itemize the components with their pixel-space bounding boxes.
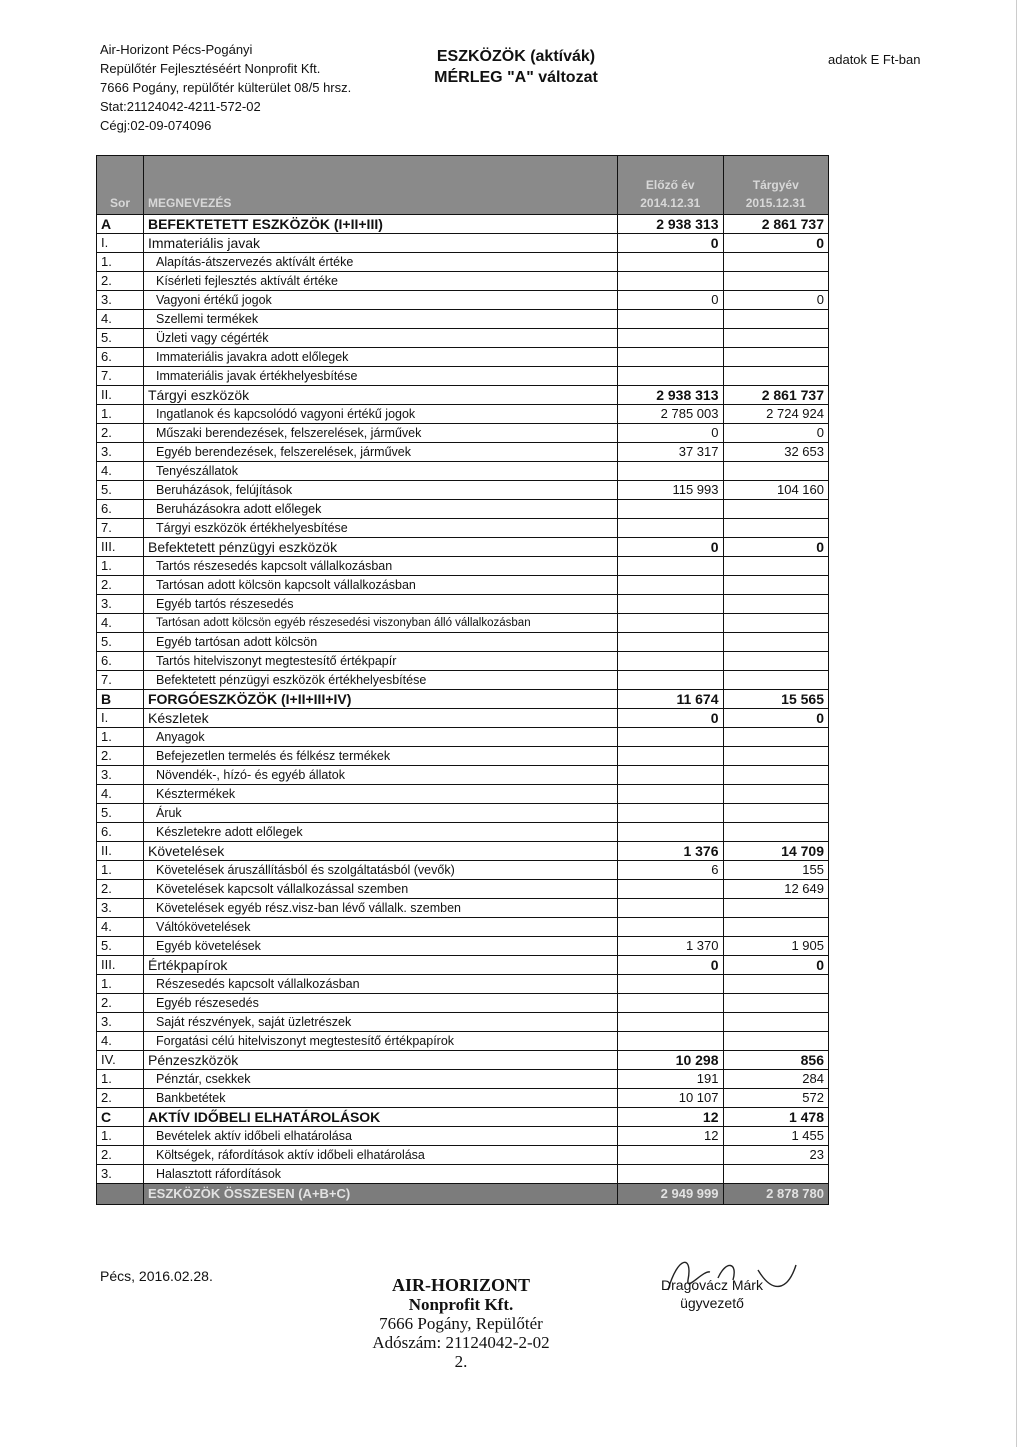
row-prev-value [618,557,723,576]
row-curr-value [723,1013,829,1032]
row-label: Alapítás-átszervezés aktívált értéke [143,253,617,272]
row-curr-value: 155 [723,861,829,880]
row-curr-value [723,1165,829,1184]
row-code: 1. [97,405,144,424]
row-code: 2. [97,994,144,1013]
row-code: 7. [97,519,144,538]
row-label: Kísérleti fejlesztés aktívált értéke [143,272,617,291]
total-code [97,1184,144,1205]
table-row [97,310,829,329]
table-row [97,1051,829,1070]
row-curr-value [723,500,829,519]
row-code: 2. [97,424,144,443]
row-prev-value: 115 993 [618,481,723,500]
row-label: Egyéb tartós részesedés [143,595,617,614]
header-prev-year [618,156,723,215]
row-curr-value [723,747,829,766]
row-code: II. [97,386,144,405]
row-label: Befejezetlen termelés és félkész termékek [143,747,617,766]
row-label: Követelések áruszállításból és szolgáltatásból (vevők) [143,861,617,880]
row-code: 2. [97,272,144,291]
table-row [97,690,829,709]
row-label: Anyagok [143,728,617,747]
unit-note: adatok E Ft-ban [828,52,921,67]
row-curr-value [723,348,829,367]
row-curr-value: 2 861 737 [723,215,829,234]
row-code: 1. [97,1070,144,1089]
row-code: III. [97,956,144,975]
row-label: Halasztott ráfordítások [143,1165,617,1184]
row-prev-value [618,519,723,538]
row-label: Részesedés kapcsolt vállalkozásban [143,975,617,994]
row-curr-value [723,253,829,272]
row-prev-value [618,462,723,481]
stamp-line5: 2. [454,1352,468,1371]
row-code: B [97,690,144,709]
row-prev-value: 0 [618,538,723,557]
table-row [97,975,829,994]
row-code: 1. [97,253,144,272]
company-stamp [356,1276,566,1371]
row-code: IV. [97,1051,144,1070]
row-prev-value: 1 376 [618,842,723,861]
row-prev-value: 10 298 [618,1051,723,1070]
table-row [97,633,829,652]
table-row [97,880,829,899]
row-curr-value: 15 565 [723,690,829,709]
row-label: Tárgyi eszközök [143,386,617,405]
row-curr-value [723,785,829,804]
row-code: 2. [97,1089,144,1108]
row-label: Tartósan adott kölcsön kapcsolt vállalkozásban [143,576,617,595]
row-prev-value [618,367,723,386]
table-row [97,500,829,519]
row-prev-value: 0 [618,291,723,310]
row-prev-value: 0 [618,424,723,443]
stamp-line1: AIR-HORIZONT [391,1275,530,1295]
signer-block [652,1276,772,1312]
document-title-line2: MÉRLEG "A" változat [434,69,598,86]
table-row [97,329,829,348]
row-code: 1. [97,1127,144,1146]
table-row [97,861,829,880]
row-label: Tárgyi eszközök értékhelyesbítése [143,519,617,538]
row-label: Immateriális javak [143,234,617,253]
row-prev-value [618,880,723,899]
table-row [97,576,829,595]
row-prev-value [618,633,723,652]
table-row [97,804,829,823]
row-code: 1. [97,861,144,880]
row-prev-value [618,348,723,367]
row-code: 1. [97,557,144,576]
row-prev-value [618,804,723,823]
row-code: 3. [97,1013,144,1032]
row-curr-value [723,1032,829,1051]
row-prev-value: 2 938 313 [618,386,723,405]
row-label: Bevételek aktív időbeli elhatárolása [143,1127,617,1146]
row-label: Pénztár, csekkek [143,1070,617,1089]
signer-title: ügyvezető [680,1295,744,1311]
row-curr-value [723,462,829,481]
header-prev-label: Előző év [645,178,695,192]
table-row [97,462,829,481]
row-curr-value [723,899,829,918]
row-label: Befektetett pénzügyi eszközök [143,538,617,557]
document-title-line1: ESZKÖZÖK (aktívák) [436,48,596,65]
signer-name: Dragovácz Márk [661,1277,763,1293]
table-row [97,272,829,291]
row-prev-value [618,310,723,329]
table-row [97,253,829,272]
header-code: Sor [97,156,144,215]
row-code: 6. [97,652,144,671]
table-row [97,1013,829,1032]
table-header-row [97,156,829,215]
row-prev-value [618,595,723,614]
row-prev-value [618,500,723,519]
row-curr-value: 23 [723,1146,829,1165]
row-curr-value: 856 [723,1051,829,1070]
row-code: 4. [97,1032,144,1051]
total-curr-value: 2 878 780 [723,1184,829,1205]
table-row [97,595,829,614]
row-code: 7. [97,367,144,386]
table-row [97,918,829,937]
row-code: 4. [97,785,144,804]
table-row [97,994,829,1013]
row-prev-value [618,899,723,918]
row-curr-value [723,595,829,614]
row-prev-value [618,253,723,272]
row-label: Váltókövetelések [143,918,617,937]
row-code: II. [97,842,144,861]
row-label: Saját részvények, saját üzletrészek [143,1013,617,1032]
company-address: 7666 Pogány, repülőtér külterület 08/5 hrsz. [100,80,352,95]
row-curr-value [723,975,829,994]
table-row [97,652,829,671]
row-label: Immateriális javak értékhelyesbítése [143,367,617,386]
row-label: Költségek, ráfordítások aktív időbeli elhatárolása [143,1146,617,1165]
row-code: 3. [97,443,144,462]
row-label: Tartósan adott kölcsön egyéb részesedési viszonyban álló vállalkozásban [143,614,617,633]
table-row [97,234,829,253]
row-code: 5. [97,937,144,956]
row-curr-value [723,633,829,652]
row-label: Egyéb követelések [143,937,617,956]
row-prev-value: 11 674 [618,690,723,709]
row-prev-value [618,918,723,937]
document-title [428,46,604,88]
row-curr-value: 1 905 [723,937,829,956]
row-curr-value: 0 [723,956,829,975]
row-curr-value [723,310,829,329]
stamp-line4: Adószám: 21124042-2-02 [372,1333,550,1352]
row-prev-value: 2 938 313 [618,215,723,234]
row-curr-value [723,994,829,1013]
row-label: Forgatási célú hitelviszonyt megtestesítő értékpapírok [143,1032,617,1051]
row-curr-value: 0 [723,538,829,557]
row-label: Bankbetétek [143,1089,617,1108]
row-curr-value [723,576,829,595]
row-code: 4. [97,310,144,329]
row-curr-value [723,519,829,538]
row-curr-value [723,766,829,785]
table-row [97,671,829,690]
row-prev-value: 12 [618,1127,723,1146]
row-code: 3. [97,595,144,614]
balance-sheet-table [96,155,829,1205]
company-registration-number: Cégj:02-09-074096 [100,118,212,133]
table-row [97,1146,829,1165]
table-row [97,785,829,804]
row-prev-value: 12 [618,1108,723,1127]
row-code: 1. [97,728,144,747]
table-row [97,424,829,443]
row-prev-value [618,1165,723,1184]
row-prev-value [618,747,723,766]
row-code: 1. [97,975,144,994]
row-prev-value [618,975,723,994]
row-prev-value [618,728,723,747]
row-label: Ingatlanok és kapcsolódó vagyoni értékű jogok [143,405,617,424]
row-label: Tartós hitelviszonyt megtestesítő értékpapír [143,652,617,671]
row-label: Műszaki berendezések, felszerelések, járművek [143,424,617,443]
row-prev-value [618,1032,723,1051]
row-code: 6. [97,500,144,519]
row-code: 5. [97,633,144,652]
row-curr-value: 0 [723,424,829,443]
row-label: Áruk [143,804,617,823]
row-curr-value: 2 861 737 [723,386,829,405]
row-prev-value: 0 [618,709,723,728]
header-name: MEGNEVEZÉS [143,156,617,215]
row-label: Üzleti vagy cégérték [143,329,617,348]
row-prev-value: 0 [618,956,723,975]
row-code: 2. [97,747,144,766]
table-row [97,1070,829,1089]
row-label: AKTÍV IDŐBELI ELHATÁROLÁSOK [143,1108,617,1127]
row-label: Késztermékek [143,785,617,804]
row-curr-value: 32 653 [723,443,829,462]
row-prev-value [618,652,723,671]
stamp-line2: Nonprofit Kft. [408,1295,514,1314]
row-code: 3. [97,291,144,310]
table-row [97,1108,829,1127]
row-code: C [97,1108,144,1127]
row-curr-value: 0 [723,234,829,253]
row-code: 3. [97,1165,144,1184]
table-row [97,215,829,234]
table-row [97,348,829,367]
row-code: I. [97,234,144,253]
table-row [97,405,829,424]
row-prev-value: 37 317 [618,443,723,462]
table-row [97,899,829,918]
row-prev-value: 1 370 [618,937,723,956]
row-prev-value [618,329,723,348]
row-prev-value: 2 785 003 [618,405,723,424]
row-curr-value: 284 [723,1070,829,1089]
header-curr-date: 2015.12.31 [745,196,806,210]
row-label: Beruházásokra adott előlegek [143,500,617,519]
table-row [97,766,829,785]
table-row [97,386,829,405]
company-stat-number: Stat:21124042-4211-572-02 [100,99,261,114]
row-label: Követelések kapcsolt vállalkozással szemben [143,880,617,899]
row-curr-value: 0 [723,291,829,310]
row-label: Befektetett pénzügyi eszközök értékhelyesbítése [143,671,617,690]
row-prev-value [618,785,723,804]
row-curr-value: 104 160 [723,481,829,500]
table-row [97,823,829,842]
row-curr-value: 14 709 [723,842,829,861]
row-curr-value [723,367,829,386]
row-curr-value [723,823,829,842]
table-row [97,709,829,728]
row-label: Tenyészállatok [143,462,617,481]
row-prev-value [618,1013,723,1032]
row-label: Követelések egyéb rész.visz-ban lévő vállalk. szemben [143,899,617,918]
row-code: 5. [97,481,144,500]
table-row [97,956,829,975]
row-code: 7. [97,671,144,690]
row-prev-value [618,272,723,291]
row-prev-value: 191 [618,1070,723,1089]
row-label: Szellemi termékek [143,310,617,329]
total-prev-value: 2 949 999 [618,1184,723,1205]
header-curr-label: Tárgyév [752,178,799,192]
company-name: Air-Horizont Pécs-Pogányi [100,42,253,57]
row-curr-value [723,918,829,937]
row-curr-value [723,329,829,348]
row-code: A [97,215,144,234]
row-label: Értékpapírok [143,956,617,975]
row-label: BEFEKTETETT ESZKÖZÖK (I+II+III) [143,215,617,234]
row-code: 3. [97,766,144,785]
row-curr-value [723,614,829,633]
table-row [97,443,829,462]
header-prev-date: 2014.12.31 [640,196,701,210]
row-prev-value: 0 [618,234,723,253]
table-row [97,937,829,956]
table-row [97,367,829,386]
table-row [97,1032,829,1051]
row-code: I. [97,709,144,728]
table-body [97,215,829,1184]
row-curr-value: 1 478 [723,1108,829,1127]
row-label: Immateriális javakra adott előlegek [143,348,617,367]
row-prev-value [618,823,723,842]
row-prev-value [618,1146,723,1165]
row-curr-value [723,804,829,823]
row-label: FORGÓESZKÖZÖK (I+II+III+IV) [143,690,617,709]
row-label: Vagyoni értékű jogok [143,291,617,310]
total-row [97,1184,829,1205]
row-curr-value: 12 649 [723,880,829,899]
table-row [97,481,829,500]
row-code: 4. [97,918,144,937]
row-code: 5. [97,804,144,823]
row-prev-value [618,671,723,690]
row-prev-value: 10 107 [618,1089,723,1108]
row-code: 4. [97,462,144,481]
row-label: Készletek [143,709,617,728]
row-label: Követelések [143,842,617,861]
row-curr-value [723,671,829,690]
row-prev-value [618,614,723,633]
table-row [97,842,829,861]
row-label: Egyéb berendezések, felszerelések, járművek [143,443,617,462]
row-prev-value [618,766,723,785]
row-curr-value: 572 [723,1089,829,1108]
row-curr-value [723,557,829,576]
row-prev-value: 6 [618,861,723,880]
row-label: Tartós részesedés kapcsolt vállalkozásban [143,557,617,576]
row-curr-value [723,652,829,671]
row-label: Készletekre adott előlegek [143,823,617,842]
row-curr-value [723,272,829,291]
row-prev-value [618,994,723,1013]
row-label: Beruházások, felújítások [143,481,617,500]
stamp-line3: 7666 Pogány, Repülőtér [379,1314,543,1333]
place-and-date: Pécs, 2016.02.28. [100,1268,213,1284]
row-code: 3. [97,899,144,918]
row-code: 5. [97,329,144,348]
table-row [97,1165,829,1184]
table-row [97,519,829,538]
table-row [97,291,829,310]
row-code: 2. [97,880,144,899]
page-edge-line [1016,0,1017,1447]
row-curr-value: 2 724 924 [723,405,829,424]
row-label: Egyéb tartósan adott kölcsön [143,633,617,652]
row-code: 2. [97,1146,144,1165]
row-curr-value [723,728,829,747]
row-curr-value: 1 455 [723,1127,829,1146]
row-label: Egyéb részesedés [143,994,617,1013]
table-row [97,538,829,557]
row-code: III. [97,538,144,557]
row-code: 4. [97,614,144,633]
table-row [97,1127,829,1146]
table-row [97,747,829,766]
row-label: Növendék-, hízó- és egyéb állatok [143,766,617,785]
total-label: ESZKÖZÖK ÖSSZESEN (A+B+C) [143,1184,617,1205]
company-block [100,40,351,135]
row-prev-value [618,576,723,595]
row-code: 2. [97,576,144,595]
row-label: Pénzeszközök [143,1051,617,1070]
table-row [97,557,829,576]
company-name-cont: Repülőtér Fejlesztéséért Nonprofit Kft. [100,61,321,76]
header-current-year [723,156,829,215]
table-row [97,1089,829,1108]
row-curr-value: 0 [723,709,829,728]
table-row [97,728,829,747]
row-code: 6. [97,348,144,367]
row-code: 6. [97,823,144,842]
table-row [97,614,829,633]
